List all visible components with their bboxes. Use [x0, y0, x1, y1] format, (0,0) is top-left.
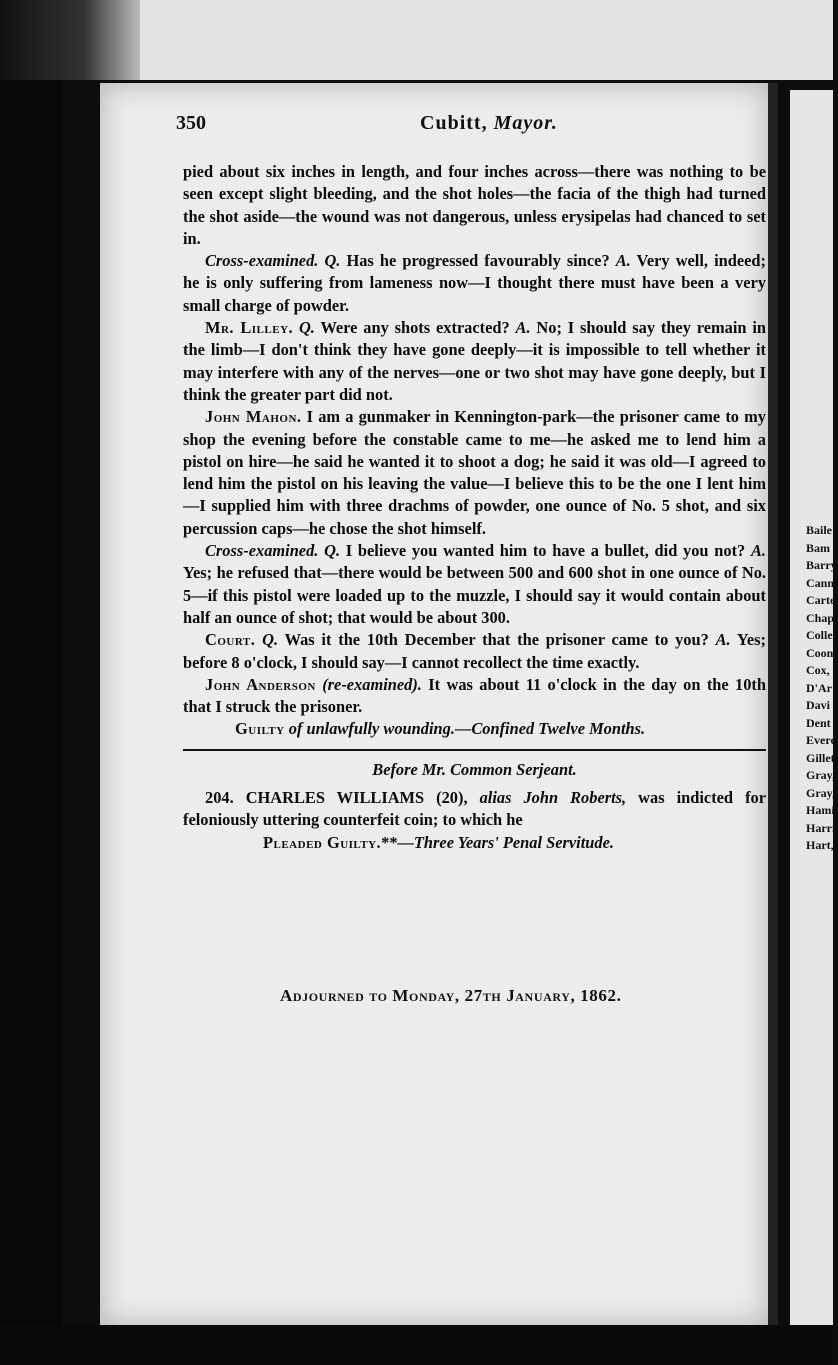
lead: (re-examined). — [322, 674, 422, 694]
case-entry — [183, 787, 766, 832]
answer: Very well, indeed; he is only suffering from lameness now—I thought there must have been a very small charge of powder. — [183, 251, 766, 315]
verdict-lead: Guilty — [235, 719, 285, 739]
margin-name: Hart, — [806, 838, 834, 852]
question: Was it the 10th December that the prisoner came to you? — [284, 630, 709, 650]
margin-name: Hamil — [806, 803, 838, 817]
margin-name: Dent — [806, 715, 831, 730]
speaker: Court. — [205, 630, 256, 650]
a-marker: A. — [615, 251, 631, 271]
paragraph-lilley — [183, 317, 766, 406]
speaker: Mr. Lilley. — [205, 318, 294, 338]
lead: Cross-examined. — [205, 251, 319, 271]
paragraph-anderson — [183, 674, 766, 719]
paragraph-cross-exam-2 — [183, 540, 766, 629]
section-rule — [183, 749, 766, 751]
running-title — [420, 112, 558, 135]
q-marker: Q. — [262, 630, 279, 650]
verdict — [183, 718, 766, 740]
plea-lead: Pleaded Guilty. — [263, 832, 382, 852]
plea — [183, 832, 766, 854]
paragraph-court — [183, 629, 766, 674]
margin-name: Gray, — [806, 768, 835, 782]
adjournment-notice: Adjourned to Monday, 27th January, 1862. — [280, 986, 622, 1005]
margin-name: Barry — [806, 558, 837, 572]
margin-name: Gray, — [806, 785, 835, 800]
margin-name: Cann — [806, 575, 835, 590]
q-marker: Q. — [324, 541, 341, 561]
body-text — [183, 161, 766, 854]
a-marker: A. — [515, 318, 531, 338]
margin-name: Coon — [806, 645, 834, 660]
q-marker: Q. — [298, 318, 315, 338]
margin-name: D'Ar — [806, 680, 832, 695]
a-marker: A. — [750, 541, 766, 561]
margin-name: Carte — [806, 593, 836, 607]
margin-name: Davi — [806, 698, 830, 712]
testimony: It was about 11 o'clock in the day on the 10th that I struck the prisoner. — [183, 674, 767, 717]
a-marker: A. — [715, 630, 731, 650]
margin-name: Chap — [806, 610, 835, 625]
defendant-name: CHARLES WILLIAMS (20), — [245, 788, 468, 808]
title-office: Mayor. — [493, 112, 558, 134]
adjacent-page-names — [806, 522, 836, 855]
margin-name: Cox, — [806, 663, 830, 677]
page-gutter — [768, 83, 778, 1325]
paragraph-mahon — [183, 406, 766, 540]
speaker: John Anderson — [205, 674, 316, 694]
answer: Yes; before 8 o'clock, I should say—I cannot recollect the time exactly. — [183, 630, 766, 672]
speaker: John Mahon. — [205, 407, 302, 427]
testimony: I am a gunmaker in Kennington-park—the prisoner came to my shop the evening before the constable came to me—he asked me to lend him a pistol on hire—he said he wanted it to shoot a dog; he said it was old—I agreed to lend him the pistol on his leaving the value—I believe this to be the one I lent him—I supplied him with three drachms of powder, one ounce of No. 5 shot, and six percussion caps—he chose the shot himself. — [183, 407, 766, 538]
margin-name: Bam — [806, 540, 830, 555]
paragraph-continuation: pied about six inches in length, and four inches across—there was nothing to be seen except slight bleeding, and the shot holes—the facia of the thigh had turned the shot aside—the wound was not dangerous, unless erysipelas had chanced to set in. — [183, 162, 766, 248]
plea-stars: ** — [381, 832, 398, 852]
case-number: 204. — [205, 788, 234, 808]
answer: No; I should say they remain in the limb—I don't think they have gone deeply—it is impossible to tell whether it may interfere with any of the nerves—one or two shot may have gone deeply, but I think the greater part did not. — [183, 318, 767, 404]
scan-smudge — [0, 0, 140, 80]
page-number: 350 — [176, 112, 206, 134]
margin-name: Harri — [806, 820, 836, 835]
lead: Cross-examined. — [205, 541, 319, 561]
charge: was indicted for feloniously uttering counterfeit coin; to which he — [183, 788, 766, 830]
margin-name: Everc — [806, 733, 836, 747]
scan-bottom-band — [0, 1325, 833, 1365]
q-marker: Q. — [324, 251, 341, 271]
defendant-alias: alias John Roberts, — [479, 788, 627, 808]
paragraph-cross-exam-1 — [183, 250, 766, 317]
question: Has he progressed favourably since? — [346, 251, 610, 271]
question: I believe you wanted him to have a bullet, did you not? — [345, 541, 746, 561]
scan-left-band — [0, 80, 62, 1365]
margin-name: Baile — [806, 523, 832, 537]
scan-top-band — [0, 0, 833, 80]
margin-name: Gillet — [806, 750, 835, 765]
verdict-text: of unlawfully wounding.—Confined Twelve Months. — [288, 719, 646, 739]
margin-name: Colle — [806, 628, 833, 642]
court-heading: Before Mr. Common Serjeant. — [372, 759, 577, 779]
answer: Yes; he refused that—there would be between 500 and 600 shot in one ounce of No. 5—if this pistol were loaded up to the muzzle, I should say it would contain about half an ounce of shot; that would be about 300. — [183, 563, 766, 627]
sentence: —Three Years' Penal Servitude. — [397, 832, 614, 852]
title-name: Cubitt, — [420, 112, 488, 134]
question: Were any shots extracted? — [320, 318, 510, 338]
